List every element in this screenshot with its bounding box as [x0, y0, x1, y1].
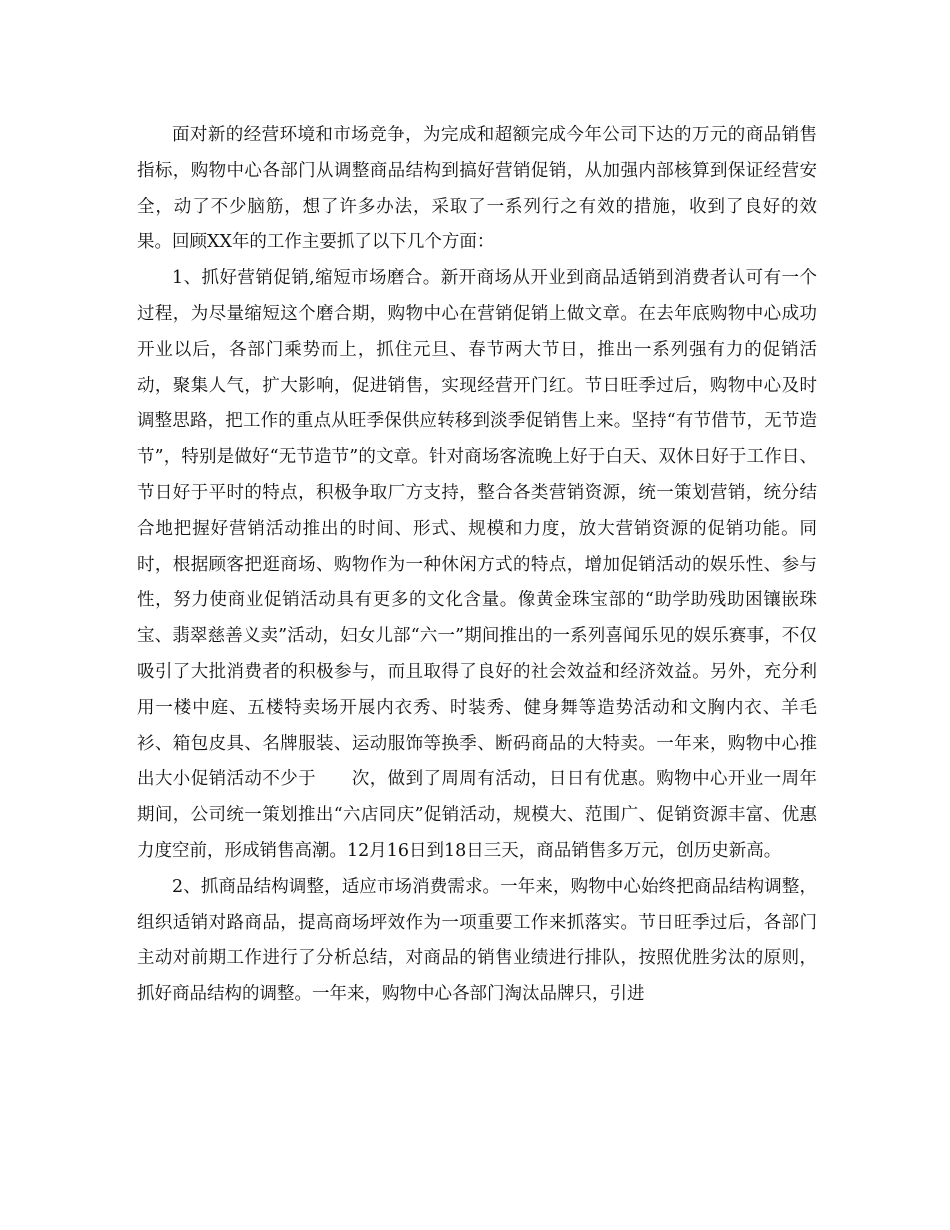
document-body [137, 118, 817, 1013]
paragraph-marketing-promotion: 1、抓好营销促销,缩短市场磨合。新开商场从开业到商品适销到消费者认可有一个过程，为尽量缩短这个磨合期，购物中心在营销促销上做文章。在去年底购物中心成功开业以后，各部门乘势而上，抓住元旦、春节两大节日，推出一系列强有力的促销活动，聚集人气，扩大影响，促进销售，实现经营开门红。节日旺季过后，购物中心及时调整思路，把工作的重点从旺季保供应转移到淡季促销售上来。坚持“有节借节，无节造节”，特别是做好“无节造节”的文章。针对商场客流晚上好于白天、双休日好于工作日、节日好于平时的特点，积极争取厂方支持，整合各类营销资源，统一策划营销，统分结合地把握好营销活动推出的时间、形式、规模和力度，放大营销资源的促销功能。同时，根据顾客把逛商场、购物作为一种休闲方式的特点，增加促销活动的娱乐性、参与性，努力使商业促销活动具有更多的文化含量。像黄金珠宝部的“助学助残助困镶嵌珠宝、翡翠慈善义卖”活动，妇女儿部“六一”期间推出的一系列喜闻乐见的娱乐赛事，不仅吸引了大批消费者的积极参与，而且取得了良好的社会效益和经济效益。另外，充分利用一楼中庭、五楼特卖场开展内衣秀、时装秀、健身舞等造势活动和文胸内衣、羊毛衫、箱包皮具、名牌服装、运动服饰等换季、断码商品的大特卖。一年来，购物中心推出大小促销活动不少于 次，做到了周周有活动，日日有优惠。购物中心开业一周年期间，公司统一策划推出“六店同庆”促销活动，规模大、范围广、促销资源丰富、优惠力度空前，形成销售高潮。12月16日到18日三天，商品销售多万元，创历史新高。 [137, 268, 817, 861]
paragraph-product-structure: 2、抓商品结构调整，适应市场消费需求。一年来，购物中心始终把商品结构调整，组织适销对路商品，提高商场坪效作为一项重要工作来抓落实。节日旺季过后，各部门主动对前期工作进行了分析总结，对商品的销售业绩进行排队，按照优胜劣汰的原则，抓好商品结构的调整。一年来，购物中心各部门淘汰品牌只，引进 [137, 876, 817, 1005]
paragraph-intro: 面对新的经营环境和市场竞争，为完成和超额完成今年公司下达的万元的商品销售指标，购物中心各部门从调整商品结构到搞好营销促销，从加强内部核算到保证经营安全，动了不少脑筋，想了许多办法，采取了一系列行之有效的措施，收到了良好的效果。回顾XX年的工作主要抓了以下几个方面： [137, 125, 817, 253]
